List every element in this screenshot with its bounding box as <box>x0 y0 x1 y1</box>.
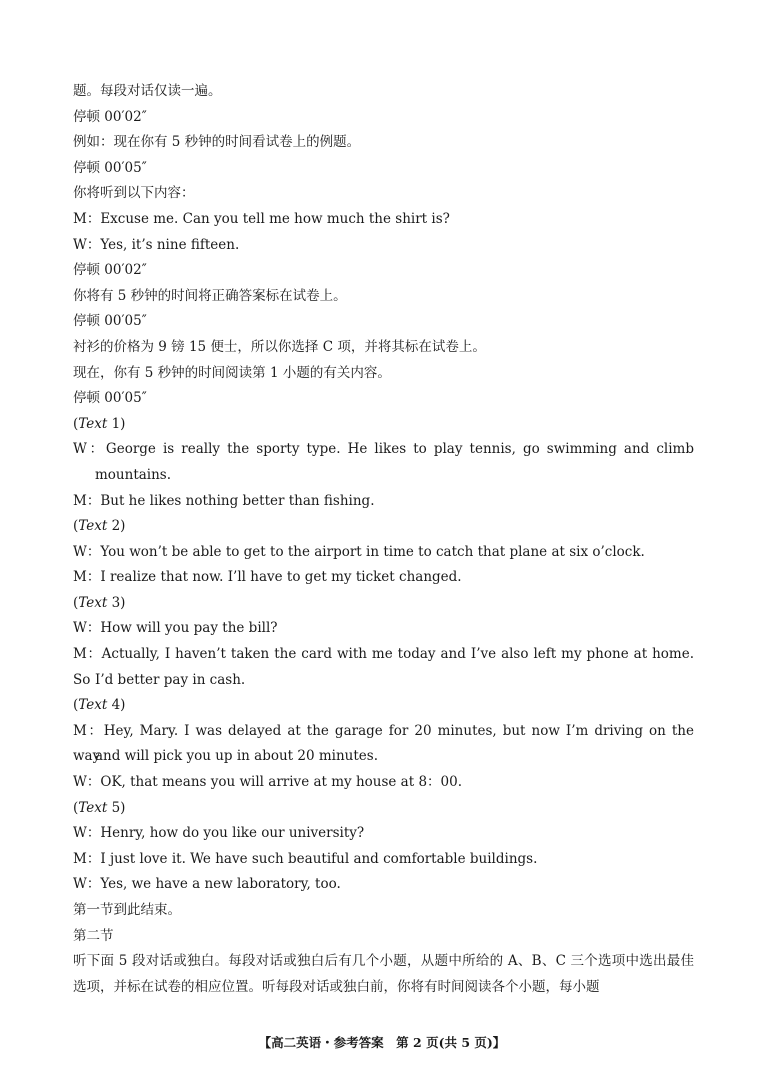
section-end: 第一节到此结束。 <box>73 902 181 918</box>
text-line: 停顿 00′05″ <box>73 313 147 330</box>
dialogue-block <box>73 693 694 795</box>
text-heading: (Text 4) <box>73 697 126 714</box>
text-line: 例如：现在你有 5 秒钟的时间看试卷上的例题。 <box>73 134 361 151</box>
text-line: 你将听到以下内容： <box>73 185 195 202</box>
dialogue-line: M：But he likes nothing better than fishing. <box>73 492 375 509</box>
document-body <box>73 79 694 1000</box>
text-line: 停顿 00′02″ <box>73 108 147 125</box>
text-line: 停顿 00′02″ <box>73 262 147 279</box>
text-heading: (Text 2) <box>73 518 126 535</box>
dialogue-line: M：Actually, I haven’t taken the card with me today and I’ve also left my phone at home. So <box>73 646 694 688</box>
text-heading-label: Text <box>78 697 108 714</box>
section-2-instructions: 听下面 5 段对话或独白。每段对话或独白后有几个小题，从题中所给的 A、B、C 三个选项中选出最佳选项，并标在试卷的相应位置。听每段对话或独白前，你将有时间阅读各个小题，每小题 <box>73 953 694 995</box>
dialogue-block <box>73 514 694 591</box>
dialogue-line: W：Henry, how do you like our university? <box>73 825 365 842</box>
page-footer: 【高二英语・参考答案 第 2 页(共 5 页)】 <box>258 1035 506 1050</box>
dialogue-line: M：I just love it. We have such beautiful and comfortable buildings. <box>73 850 538 867</box>
text-line: W：Yes, it’s nine fifteen. <box>73 236 240 253</box>
text-heading-label: Text <box>78 799 108 816</box>
dialogue-line: W：How will you pay the bill? <box>73 620 278 637</box>
text-line: 你将有 5 秒钟的时间将正确答案标在试卷上。 <box>73 287 347 304</box>
dialogue-block <box>73 412 694 514</box>
dialogue-line: and will pick you up in about 20 minutes. <box>95 748 378 765</box>
text-heading-number: 4 <box>111 697 121 714</box>
text-heading: (Text 1) <box>73 415 126 432</box>
dialogue-line: W：George is really the sporty type. He likes to play tennis, go swimming and climb <box>73 441 694 458</box>
dialogue-line: W：You won’t be able to get to the airport in time to catch that plane at six o’clock. <box>73 543 645 560</box>
text-heading: (Text 5) <box>73 799 126 816</box>
dialogue-texts <box>73 412 694 898</box>
dialogue-line: I’d better pay in cash. <box>95 671 246 688</box>
text-heading-number: 5 <box>111 799 121 816</box>
text-heading-label: Text <box>78 518 108 535</box>
text-line: 停顿 00′05″ <box>73 390 147 407</box>
text-heading-label: Text <box>78 594 108 611</box>
dialogue-line: M：I realize that now. I’ll have to get my ticket changed. <box>73 569 462 586</box>
text-line: 现在，你有 5 秒钟的时间阅读第 1 小题的有关内容。 <box>73 364 391 381</box>
dialogue-block <box>73 591 694 693</box>
section-2-title: 第二节 <box>73 927 114 944</box>
intro-lines <box>73 79 694 412</box>
dialogue-block <box>73 796 694 898</box>
text-line: 停顿 00′05″ <box>73 159 147 176</box>
text-heading-number: 3 <box>111 594 121 611</box>
dialogue-line: W：OK, that means you will arrive at my house at 8：00. <box>73 774 463 791</box>
dialogue-line: W：Yes, we have a new laboratory, too. <box>73 876 341 893</box>
text-heading-number: 1 <box>111 415 121 432</box>
text-line: 题。每段对话仅读一遍。 <box>73 83 222 99</box>
text-line: 衬衫的价格为 9 镑 15 便士，所以你选择 C 项，并将其标在试卷上。 <box>73 338 486 355</box>
text-heading: (Text 3) <box>73 594 126 611</box>
text-heading-number: 2 <box>111 518 121 535</box>
text-heading-label: Text <box>78 415 108 432</box>
dialogue-line: mountains. <box>95 466 172 483</box>
text-line: M：Excuse me. Can you tell me how much the shirt is? <box>73 210 450 227</box>
dialogue-line: M：Hey, Mary. I was delayed at the garage for 20 minutes, but now I’m driving on the way <box>73 722 694 765</box>
